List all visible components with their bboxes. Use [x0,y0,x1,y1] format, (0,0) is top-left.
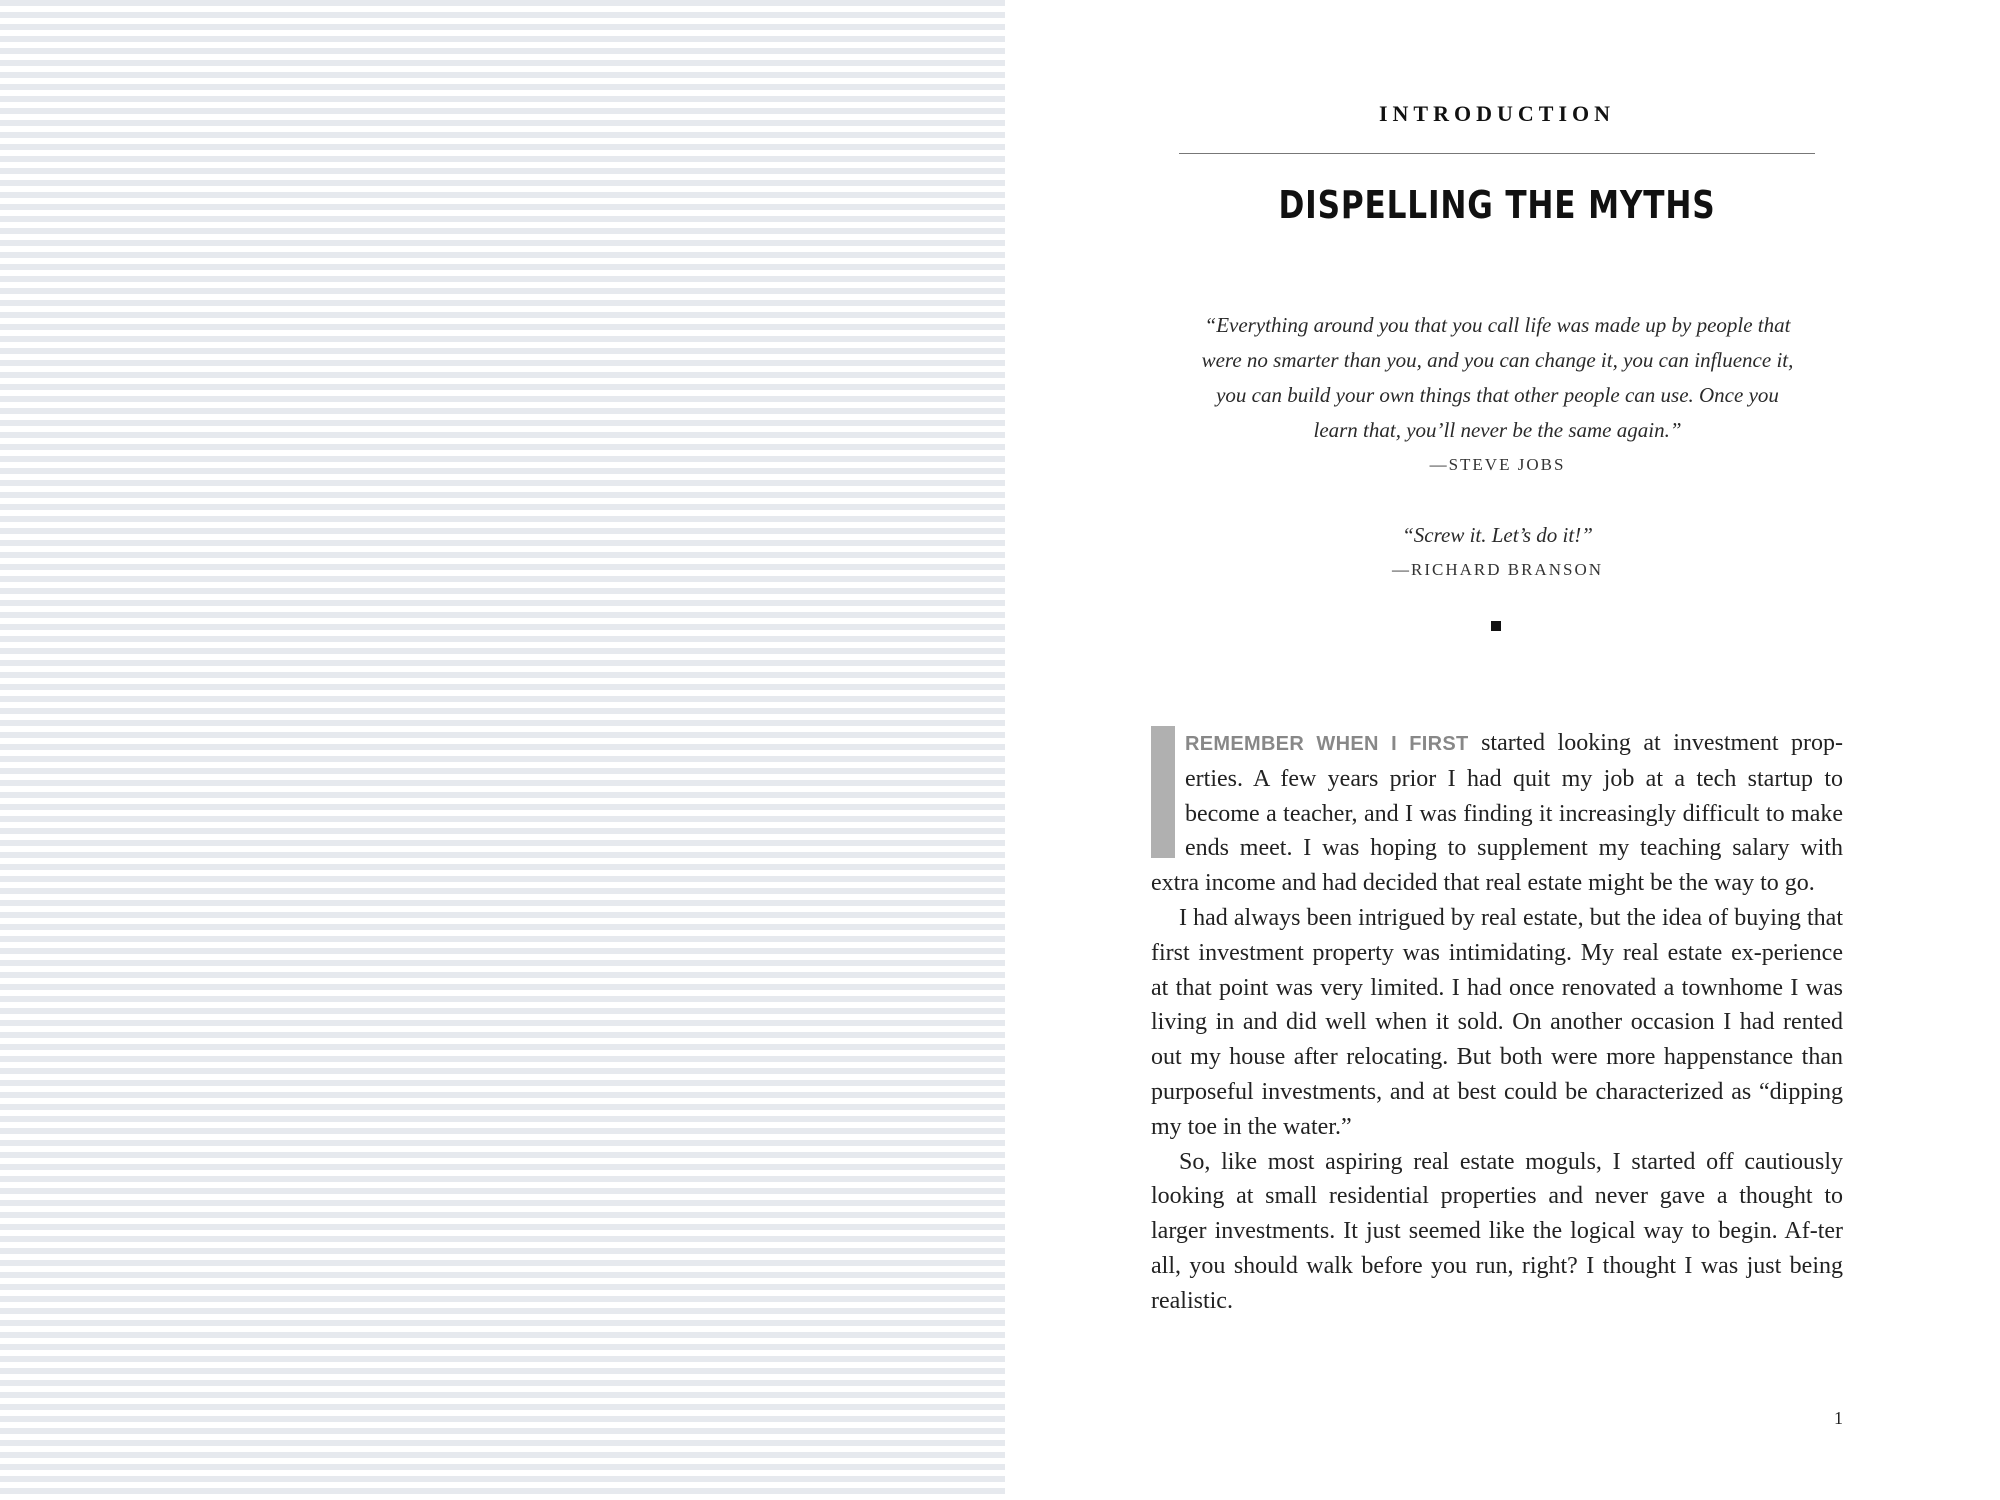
section-ornament [1491,621,1501,631]
chapter-label: INTRODUCTION [1378,101,1616,126]
epigraph-jobs-attribution: —STEVE JOBS [1429,455,1566,474]
page-number: 1 [1834,1408,1843,1428]
paragraph-3: So, like most aspiring real estate moguls, I started off cautiously looking at small residential properties and never gave a thought to larger investments. It just seemed like the logical way to begin. Af-ter all, you should walk before you run, right? I thought I was just being realistic. [1151,1148,1843,1314]
epigraph-branson-quote: “Screw it. Let’s do it!” [1402,523,1593,547]
title-divider [1179,153,1815,154]
body-text [1151,726,1843,1319]
drop-cap-bar [1151,726,1175,858]
paragraph-1-text: started looking at investment prop-erties. A few years prior I had quit my job at a tech startup to become a teacher, and I was finding it increasingly difficult to make ends meet. I was hoping to supplement my teaching salary with extra income and had decided that real estate might be the way to go. [1151,730,1843,897]
epigraph-branson-attribution: —RICHARD BRANSON [1392,560,1603,579]
paragraph-2: I had always been intrigued by real estate, but the idea of buying that first investment property was intimidating. My real estate ex-perience at that point was very limited. I had once renovated a townhome I was living in and did well when it sold. On another occasion I had rented out my house after relocating. But both were more happenstance than purposeful investments, and at best could be characterized as “dipping my toe in the water.” [1151,904,1843,1140]
chapter-title: DISPELLING THE MYTHS [1278,183,1716,227]
epigraph-jobs-quote: “Everything around you that you call life was made up by people that were no smarter than you, and you can change it, you can influence it, you can build your own things that other people can use. Once you learn that, you’ll never be the same again.” [1201,313,1794,442]
paragraph-1 [1151,726,1843,901]
lead-in: REMEMBER WHEN I FIRST [1185,733,1469,755]
